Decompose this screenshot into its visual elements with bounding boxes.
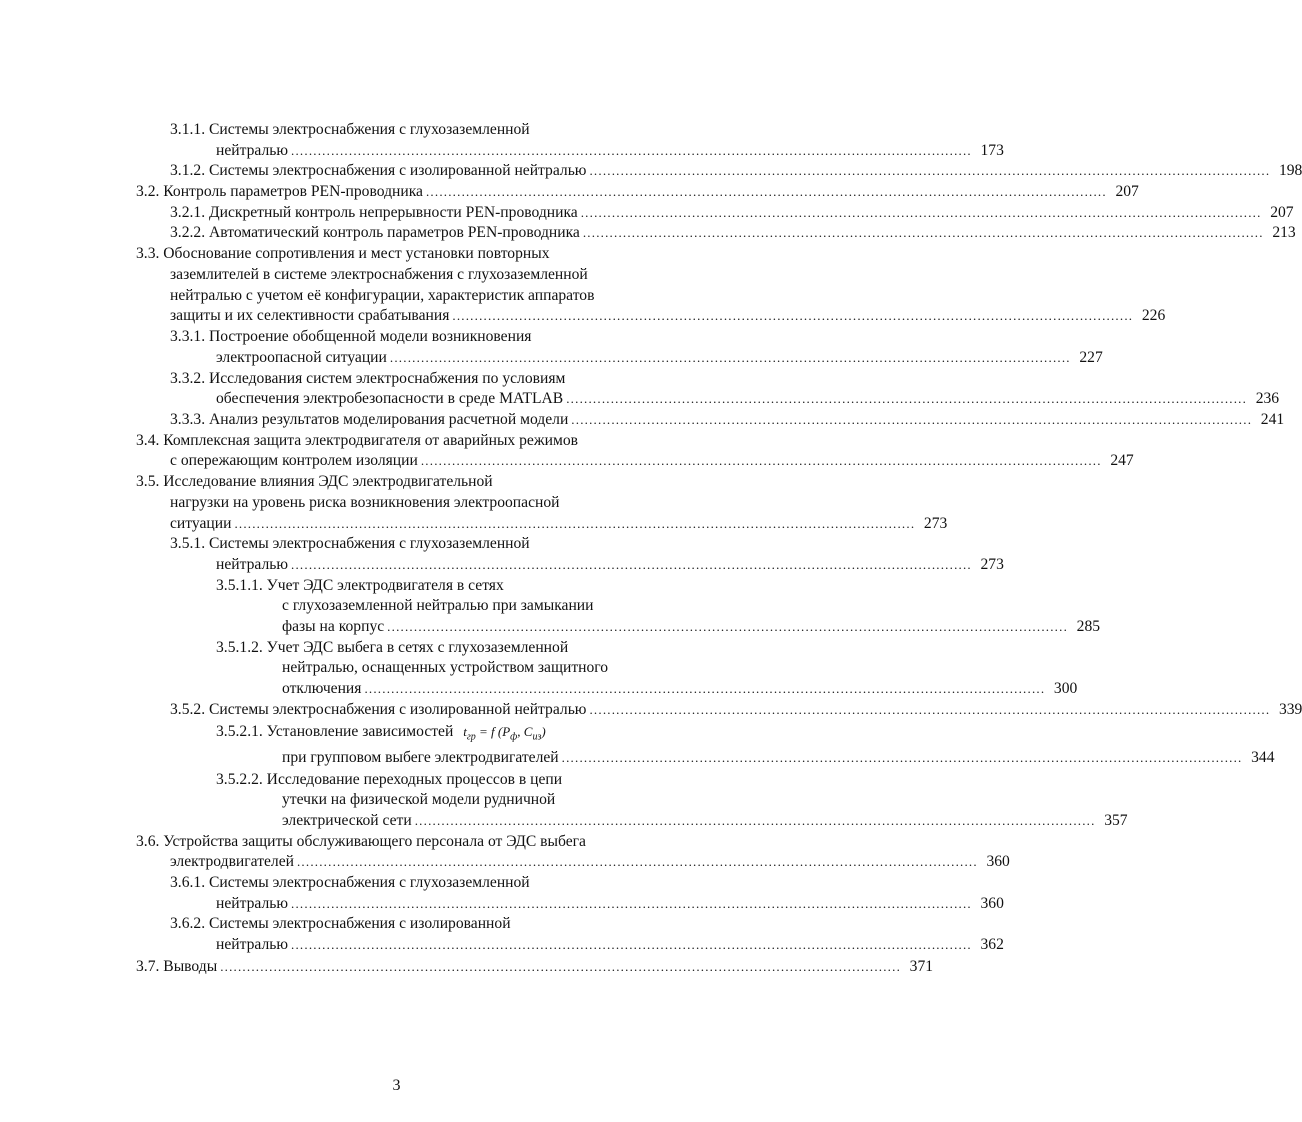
toc-entry-3-3-2[interactable]: обеспечения электробезопасности в среде MATLAB ......................................................................................................................................................... 236 — [216, 390, 1280, 407]
toc-entry-3-5-1-1-line2: с глухозаземленной нейтралью при замыкании — [282, 597, 594, 614]
toc-page-number: 300 — [1053, 680, 1078, 697]
toc-page-number: 360 — [986, 853, 1010, 870]
toc-entry-3-5-2-1[interactable]: при групповом выбеге электродвигателей ......................................................................................................................................................... 344 — [282, 749, 1275, 766]
toc-entry-3-5-1-2[interactable]: отключения ......................................................................................................................................................... 300 — [282, 680, 1078, 697]
leader-dots: ......................................................................................................................................................... — [566, 391, 1248, 406]
toc-entry-3-3-line1: 3.3. Обоснование сопротивления и мест установки повторных — [136, 245, 550, 262]
toc-entry-3-5-2[interactable]: 3.5.2. Системы электроснабжения с изолированной нейтралью ......................................................................................................................................................... 339 — [170, 701, 1302, 718]
toc-entry-3-3-line3: нейтралью с учетом её конфигурации, характеристик аппаратов — [170, 287, 595, 304]
toc-entry-3-3-1[interactable]: электроопасной ситуации ......................................................................................................................................................... 227 — [216, 349, 1103, 366]
toc-page-number: 213 — [1272, 224, 1296, 241]
toc-entry-3-2-1[interactable]: 3.2.1. Дискретный контроль непрерывности PEN-проводника ......................................................................................................................................................... 207 — [170, 204, 1294, 221]
leader-dots: ......................................................................................................................................................... — [234, 516, 916, 531]
toc-entry-3-6-line1: 3.6. Устройства защиты обслуживающего персонала от ЭДС выбега — [136, 833, 586, 850]
leader-dots: ......................................................................................................................................................... — [414, 813, 1096, 828]
leader-dots: ......................................................................................................................................................... — [220, 959, 902, 974]
leader-dots: ......................................................................................................................................................... — [420, 453, 1102, 468]
leader-dots: ......................................................................................................................................................... — [589, 702, 1271, 717]
toc-page-number: 247 — [1110, 452, 1134, 469]
toc-entry-3-5-1-2-line1: 3.5.1.2. Учет ЭДС выбега в сетях с глухозаземленной — [216, 639, 569, 656]
toc-page-number: 371 — [909, 958, 934, 975]
toc-entry-3-5-1-1[interactable]: фазы на корпус ......................................................................................................................................................... 285 — [282, 618, 1101, 635]
toc-page-number: 226 — [1141, 307, 1166, 324]
toc-page-number: 236 — [1255, 390, 1280, 407]
toc-entry-3-5-1-line1: 3.5.1. Системы электроснабжения с глухозаземленной — [170, 535, 530, 552]
toc-entry-3-5-1-2-line2: нейтралью, оснащенных устройством защитного — [282, 659, 609, 676]
dependency-formula: $t_{гр} = f$ ($P_ф$, $C_{из}$) — [463, 724, 546, 743]
toc-entry-3-5-1-1-line1: 3.5.1.1. Учет ЭДС электродвигателя в сетях — [216, 577, 504, 594]
leader-dots: ......................................................................................................................................................... — [582, 225, 1264, 240]
toc-entry-3-1-1[interactable]: нейтралью ......................................................................................................................................................... 173 — [216, 142, 1004, 159]
toc-entry-3-1-1-line1: 3.1.1. Системы электроснабжения с глухозаземленной — [170, 121, 530, 138]
toc-entry-3-3-2-line1: 3.3.2. Исследования систем электроснабжения по условиям — [170, 370, 566, 387]
toc-entry-3-2-2[interactable]: 3.2.2. Автоматический контроль параметров PEN-проводника ......................................................................................................................................................... 213 — [170, 224, 1296, 241]
toc-entry-3-4[interactable]: с опережающим контролем изоляции ......................................................................................................................................................... 247 — [170, 452, 1134, 469]
leader-dots: ......................................................................................................................................................... — [387, 619, 1069, 634]
toc-entry-3-6-1-line1: 3.6.1. Системы электроснабжения с глухозаземленной — [170, 874, 530, 891]
toc-entry-3-5[interactable]: ситуации ......................................................................................................................................................... 273 — [170, 515, 948, 532]
leader-dots: ......................................................................................................................................................... — [561, 750, 1243, 765]
toc-entry-3-5-2-1-line1: 3.5.2.1. Установление зависимостей $t_{гр} = f$ ($P_ф$, $C_{из}$) — [216, 723, 546, 743]
toc-page-number: 285 — [1076, 618, 1101, 635]
toc-page-number: 207 — [1115, 183, 1139, 200]
leader-dots: ......................................................................................................................................................... — [452, 308, 1134, 323]
toc-page-number: 207 — [1270, 204, 1294, 221]
toc-entry-3-6[interactable]: электродвигателей ......................................................................................................................................................... 360 — [170, 853, 1010, 870]
toc-page-number: 198 — [1278, 162, 1302, 179]
leader-dots: ......................................................................................................................................................... — [291, 896, 972, 911]
toc-entry-3-3-3[interactable]: 3.3.3. Анализ результатов моделирования расчетной модели ......................................................................................................................................................... 241 — [170, 411, 1285, 428]
toc-page-number: 241 — [1260, 411, 1285, 428]
toc-entry-3-5-1[interactable]: нейтралью ......................................................................................................................................................... 273 — [216, 556, 1004, 573]
toc-page-number: 273 — [980, 556, 1004, 573]
toc-entry-3-5-line1: 3.5. Исследование влияния ЭДС электродвигательной — [136, 473, 493, 490]
leader-dots: ......................................................................................................................................................... — [291, 937, 972, 952]
toc-entry-3-3[interactable]: защиты и их селективности срабатывания ......................................................................................................................................................... 226 — [170, 307, 1166, 324]
toc-entry-3-5-2-2-line1: 3.5.2.2. Исследование переходных процессов в цепи — [216, 771, 563, 788]
toc-entry-3-5-2-2[interactable]: электрической сети ......................................................................................................................................................... 357 — [282, 812, 1128, 829]
toc-page-number: 227 — [1079, 349, 1103, 366]
leader-dots: ......................................................................................................................................................... — [291, 143, 972, 158]
page-number: 3 — [392, 1077, 401, 1094]
leader-dots: ......................................................................................................................................................... — [296, 854, 978, 869]
toc-entry-3-6-1[interactable]: нейтралью ......................................................................................................................................................... 360 — [216, 895, 1004, 912]
toc-page-number: 360 — [980, 895, 1004, 912]
toc-entry-3-3-1-line1: 3.3.1. Построение обобщенной модели возникновения — [170, 328, 532, 345]
toc-page-number: 173 — [980, 142, 1004, 159]
toc-entry-3-6-2-line1: 3.6.2. Системы электроснабжения с изолированной — [170, 915, 511, 932]
toc-entry-3-7[interactable]: 3.7. Выводы ......................................................................................................................................................... 371 — [136, 958, 934, 975]
toc-page-number: 362 — [980, 936, 1004, 953]
toc-page-number: 344 — [1251, 749, 1275, 766]
leader-dots: ......................................................................................................................................................... — [425, 184, 1107, 199]
toc-page-number: 357 — [1104, 812, 1128, 829]
toc-page-number: 339 — [1278, 701, 1302, 718]
toc-entry-3-3-line2: заземлителей в системе электроснабжения с глухозаземленной — [170, 266, 588, 283]
leader-dots: ......................................................................................................................................................... — [589, 163, 1271, 178]
toc-entry-3-4-line1: 3.4. Комплексная защита электродвигателя от аварийных режимов — [136, 432, 578, 449]
toc-entry-3-6-2[interactable]: нейтралью ......................................................................................................................................................... 362 — [216, 936, 1004, 953]
toc-entry-3-5-2-2-line2: утечки на физической модели рудничной — [282, 791, 556, 808]
leader-dots: ......................................................................................................................................................... — [571, 412, 1253, 427]
toc-entry-3-1-2[interactable]: 3.1.2. Системы электроснабжения с изолированной нейтралью ......................................................................................................................................................... 198 — [170, 162, 1302, 179]
leader-dots: ......................................................................................................................................................... — [580, 205, 1262, 220]
toc-page-number: 273 — [923, 515, 948, 532]
leader-dots: ......................................................................................................................................................... — [291, 557, 972, 572]
leader-dots: ......................................................................................................................................................... — [364, 681, 1046, 696]
toc-entry-3-5-line2: нагрузки на уровень риска возникновения электроопасной — [170, 494, 560, 511]
toc-entry-3-2[interactable]: 3.2. Контроль параметров PEN-проводника ......................................................................................................................................................... 207 — [136, 183, 1139, 200]
leader-dots: ......................................................................................................................................................... — [389, 350, 1071, 365]
